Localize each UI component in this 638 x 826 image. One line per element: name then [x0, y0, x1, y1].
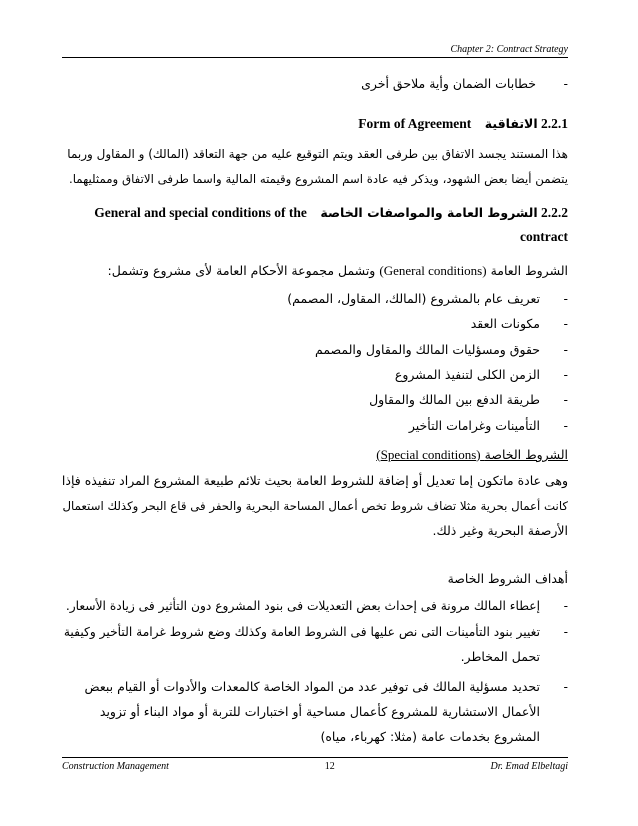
list-item: - تحديد مسؤلية المالك فى توفير عدد من المواد الخاصة كالمعدات والأدوات أو القيام ببعض — [62, 678, 568, 696]
running-footer — [62, 757, 568, 772]
page-number: 12 — [324, 761, 335, 772]
section-number: 2.2.1 — [541, 116, 568, 131]
section-title-english-continued: contract — [520, 229, 568, 244]
section-title-english: Form of Agreement — [358, 116, 472, 131]
list-item: - إعطاء المالك مرونة فى إحداث بعض التعديلات فى بنود المشروع دون التأثير فى زيادة الأسعار. — [62, 597, 568, 615]
list-item-continued: المشروع بخدمات عامة (مثلا: كهرباء، مياه) — [320, 729, 540, 744]
list-item: - التأمينات وغرامات التأخير — [62, 417, 568, 435]
paragraph-line: وهى عادة ماتكون إما تعديل أو إضافة للشروط العامة بحيث تلائم طبيعة المشروع المراد تنفيذه فإذا — [61, 473, 568, 488]
list-item: - تغيير بنود التأمينات التى نص عليها فى الشروط العامة وكذلك وضع شروط غرامة التأخير وكيفية — [62, 623, 568, 641]
section-title-arabic: الاتفاقية — [484, 116, 538, 131]
paragraph-line: هذا المستند يجسد الاتفاق بين طرفى العقد ويتم التوقيع عليه من جهة التعاقد (المالك) و المقاول وربما — [67, 147, 568, 161]
goals-heading: أهداف الشروط الخاصة — [447, 571, 568, 586]
section-heading-2-2-1 — [62, 115, 568, 133]
list-item: - طريقة الدفع بين المالك والمقاول — [62, 391, 568, 409]
list-item: - مكونات العقد — [62, 315, 568, 333]
list-item: - الزمن الكلى لتنفيذ المشروع — [62, 366, 568, 384]
running-header — [62, 44, 568, 58]
paragraph-line: يتضمن أيضا بعض الشهود، ويذكر فيه عادة اسم المشروع وقيمته المالية واسما طرفى الاتفاق وممثليهما. — [68, 172, 568, 186]
list-item: - حقوق ومسؤليات المالك والمقاول والمصمم — [62, 341, 568, 359]
section-heading-2-2-2 — [62, 204, 568, 222]
section-title-arabic: الشروط العامة والمواصفات الخاصة — [320, 205, 538, 220]
footer-author: Dr. Emad Elbeltagi — [490, 761, 568, 772]
list-item-continued: تحمل المخاطر. — [460, 649, 540, 664]
list-item: - خطابات الضمان وأية ملاحق أخرى — [62, 75, 568, 93]
paragraph-line: كانت أعمال بحرية مثلا تضاف شروط تخص أعمال المساحة البحرية والحفر فى قاع البحر وكذلك استعمال — [62, 499, 568, 513]
paragraph-line: الأرصفة البحرية وغير ذلك. — [432, 523, 568, 538]
general-conditions-intro: الشروط العامة (General conditions) وتشمل مجموعة الأحكام العامة لأى مشروع وتشمل: — [107, 263, 568, 278]
chapter-title: Chapter 2: Contract Strategy — [450, 44, 568, 55]
list-item-continued: الأعمال الاستشارية للمشروع كأعمال مساحية أو اختبارات للتربة أو مواد البناء أو تزويد — [99, 704, 540, 719]
special-conditions-heading: الشروط الخاصة (Special conditions) — [376, 447, 568, 462]
section-title-english: General and special conditions of the — [94, 205, 307, 220]
footer-course: Construction Management — [62, 761, 169, 772]
section-number: 2.2.2 — [541, 205, 568, 220]
list-item: - تعريف عام بالمشروع (المالك، المقاول، المصمم) — [62, 290, 568, 308]
